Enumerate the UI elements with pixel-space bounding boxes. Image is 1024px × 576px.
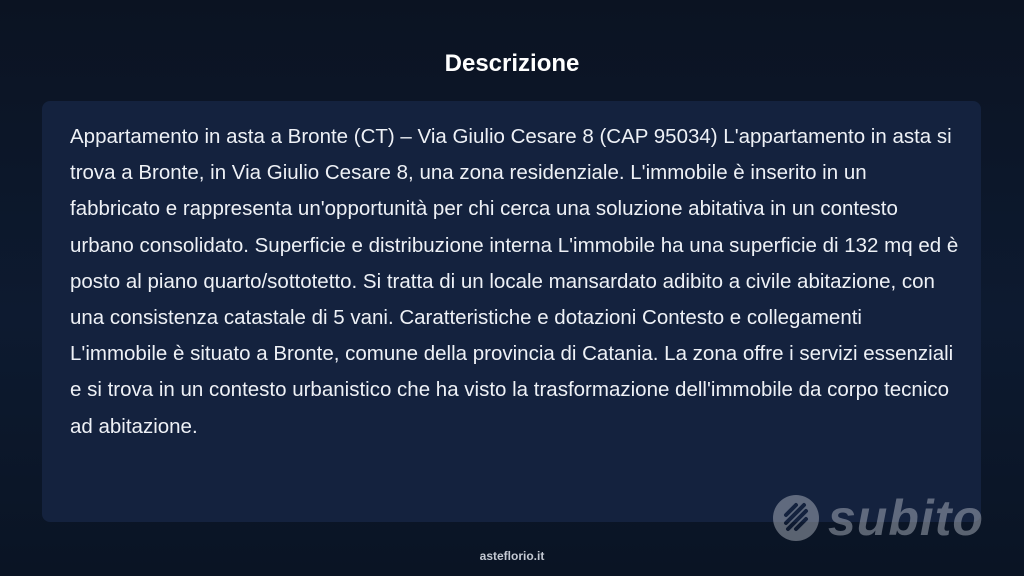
- footer-site: asteflorio.it: [479, 549, 545, 563]
- subito-watermark: [772, 488, 984, 548]
- description-text: Appartamento in asta a Bronte (CT) – Via Giulio Cesare 8 (CAP 95034) L'appartamento in asta si trova a Bronte, in Via Giulio Cesare 8, una zona residenziale. L'immobile è inserito in un fabbricato e rappresenta un'opportunità per chi cerca una soluzione abitativa in un contesto urbano consolidato. Superficie e distribuzione interna L'immobile ha una superficie di 132 mq ed è posto al piano quarto/sottotetto. Si tratta di un locale mansardato adibito a civile abitazione, con una consistenza catastale di 5 vani. Caratteristiche e dotazioni Contesto e collegamenti L'immobile è situato a Bronte, comune della provincia di Catania. La zona offre i servizi essenziali e si trova in un contesto urbanistico che ha visto la trasformazione dell'immobile da corpo tecnico ad abitazione.: [70, 125, 959, 438]
- page-title: Descrizione: [444, 50, 580, 77]
- watermark-text: subito: [828, 490, 984, 546]
- description-card: [42, 101, 981, 522]
- subito-logo-icon: [772, 494, 820, 542]
